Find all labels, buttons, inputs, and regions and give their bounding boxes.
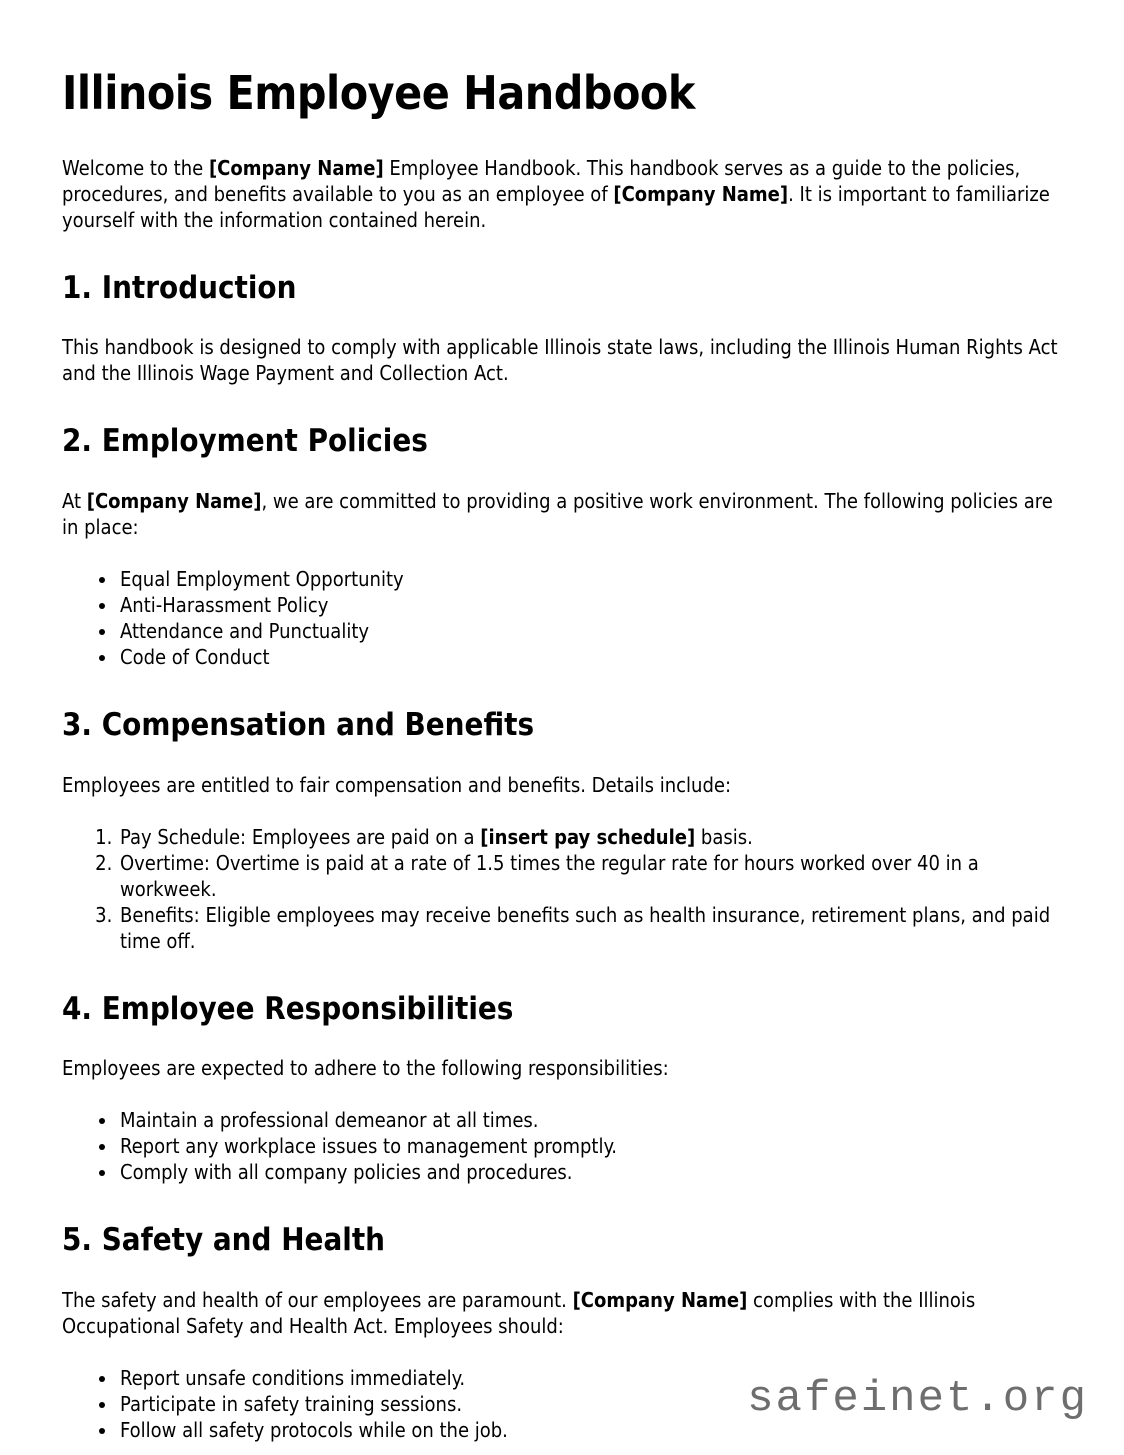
section-heading-employment-policies: 2. Employment Policies (62, 423, 428, 460)
responsibilities-list (62, 1107, 1062, 1185)
section-heading-introduction: 1. Introduction (62, 269, 297, 306)
company-name-placeholder: [Company Name] (572, 1287, 748, 1312)
list-item: • Follow all safety protocols while on the job. (118, 1417, 1062, 1443)
list-item: • Maintain a professional demeanor at all times. (118, 1107, 1062, 1133)
list-item: • Report any workplace issues to management promptly. (118, 1133, 1062, 1159)
intro-text: Welcome to the (62, 155, 209, 180)
list-item (118, 824, 1062, 850)
watermark: safeinet.org (747, 1374, 1088, 1424)
item-text: basis. (695, 824, 753, 849)
list-item: • Code of Conduct (118, 644, 1062, 670)
intro-text: Employee Handbook. This handbook serves as a guide to the policies, procedures, and benefits available to you as an employee of (62, 155, 1021, 206)
section-heading-safety-health: 5. Safety and Health (62, 1222, 386, 1259)
company-name-placeholder: [Company Name] (86, 488, 262, 513)
introduction-paragraph: This handbook is designed to comply with applicable Illinois state laws, including the Illinois Human Rights Act and the Illinois Wage Payment and Collection Act. (62, 335, 1058, 386)
list-item: • Comply with all company policies and procedures. (118, 1159, 1062, 1185)
section-heading-employee-responsibilities: 4. Employee Responsibilities (62, 990, 514, 1027)
list-item: • Anti-Harassment Policy (118, 592, 1062, 618)
lead-text: The safety and health of our employees are paramount. (62, 1287, 573, 1312)
pay-schedule-placeholder: [insert pay schedule] (480, 824, 696, 849)
compensation-paragraph: Employees are entitled to fair compensation and benefits. Details include: (62, 772, 732, 797)
list-item: • Equal Employment Opportunity (118, 566, 1062, 592)
item-text: Pay Schedule: Employees are paid on a (120, 824, 481, 849)
list-item: • Attendance and Punctuality (118, 618, 1062, 644)
list-item: • Participate in safety training sessions. (118, 1391, 1062, 1417)
employment-policies-list (62, 566, 1062, 670)
list-item: 3. Benefits: Eligible employees may receive benefits such as health insurance, retirement plans, and paid time off. (118, 902, 1062, 954)
document-title: Illinois Employee Handbook (62, 66, 695, 120)
employment-policies-paragraph (62, 488, 1062, 540)
company-name-placeholder: [Company Name] (208, 155, 384, 180)
lead-text: At (62, 488, 87, 513)
safety-paragraph (62, 1287, 1062, 1339)
section-heading-compensation-benefits: 3. Compensation and Benefits (62, 706, 535, 743)
lead-text: , we are committed to providing a positive work environment. The following policies are in place: (62, 488, 1053, 539)
list-item: • Report unsafe conditions immediately. (118, 1365, 1062, 1391)
list-item: 2. Overtime: Overtime is paid at a rate of 1.5 times the regular rate for hours worked over 40 in a workweek. (118, 850, 1062, 902)
lead-text: complies with the Illinois Occupational Safety and Health Act. Employees should: (62, 1287, 976, 1338)
compensation-list (62, 824, 1062, 954)
company-name-placeholder: [Company Name] (613, 181, 789, 206)
responsibilities-paragraph: Employees are expected to adhere to the following responsibilities: (62, 1056, 669, 1081)
intro-text: . It is important to familiarize yourself with the information contained herein. (62, 181, 1050, 232)
intro-paragraph (62, 155, 1062, 233)
